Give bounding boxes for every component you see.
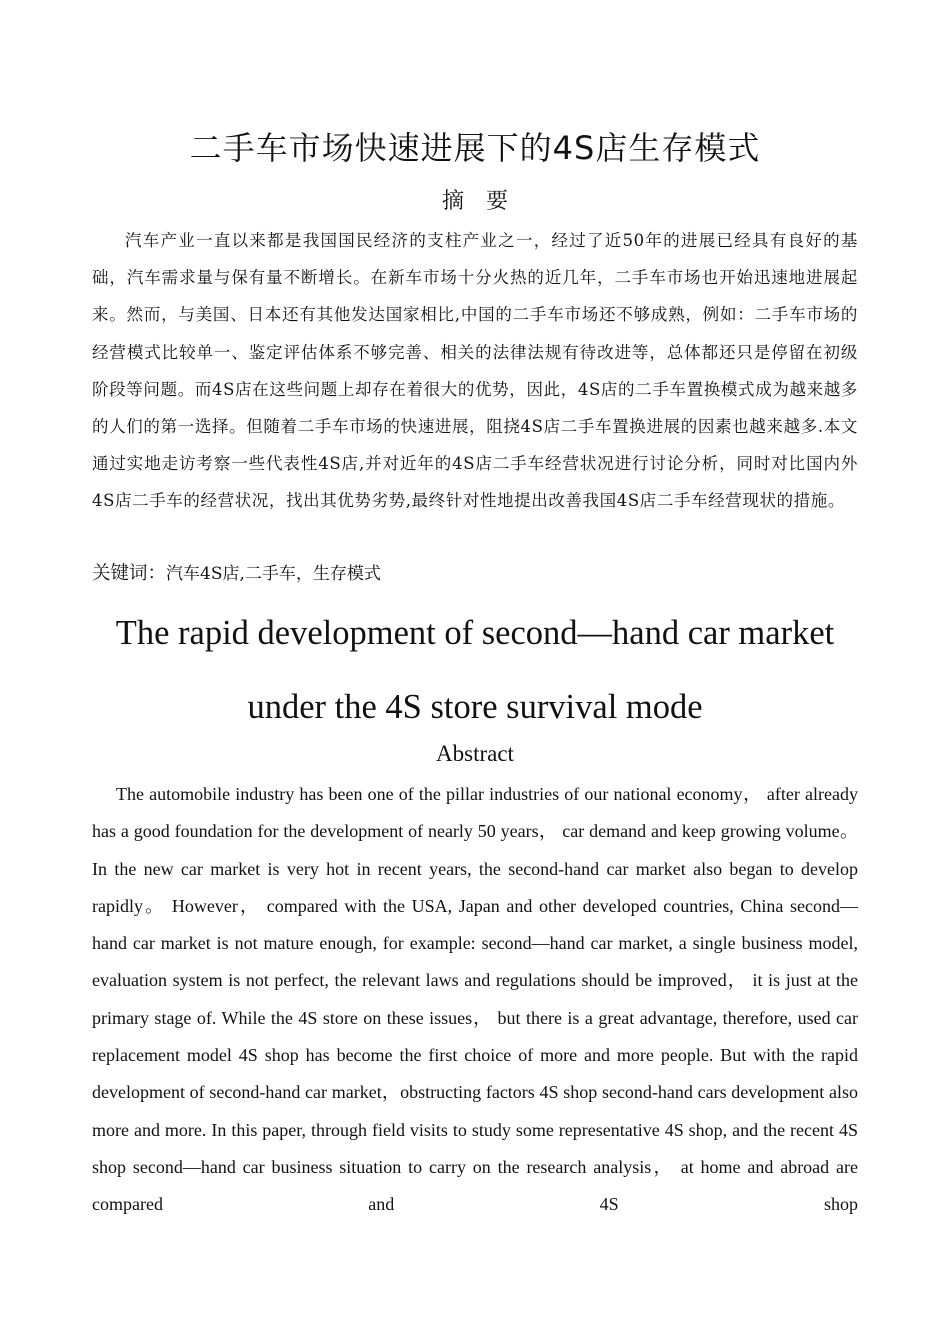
keywords-text: 汽车4S店,二手车，生存模式 (166, 564, 381, 584)
keywords-label: 关键词： (92, 563, 167, 584)
chinese-title: 二手车市场快速进展下的4S店生存模式 (189, 129, 761, 167)
english-abstract-body: The automobile industry has been one of the pillar industries of our national economy， after already has a good foundation for the development of nearly 50 years， car demand and keep growing volume。 In the new car market is very hot in recent years, the second-hand car market also began to develop rapidly。 However， compared with the USA, Japan and other developed countries, China second—hand car market is not mature enough, for example: second—hand car market, a single business model, evaluation system is not perfect, the relevant laws and regulations should be improved， it is just at the primary stage of. While the 4S store on these issues， but there is a great advantage, therefore, used car replacement model 4S shop has become the first choice of more and more people. But with the rapid development of second-hand car market，obstructing factors 4S shop second-hand cars development also more and more. In this paper, through field visits to study some representative 4S shop, and the recent 4S shop second—hand car business situation to carry on the research analysis， at home and abroad are compared and 4S shop (92, 784, 858, 1215)
chinese-abstract-heading: 摘要 (441, 189, 530, 214)
chinese-abstract-body: 汽车产业一直以来都是我国国民经济的支柱产业之一，经过了近50年的进展已经具有良好的基础，汽车需求量与保有量不断增长。在新车市场十分火热的近几年，二手车市场也开始迅速地进展起来。然而，与美国、日本还有其他发达国家相比,中国的二手车市场还不够成熟，例如：二手车市场的经营模式比较单一、鉴定评估体系不够完善、相关的法律法规有待改进等，总体都还只是停留在初级阶段等问题。而4S店在这些问题上却存在着很大的优势，因此，4S店的二手车置换模式成为越来越多的人们的第一选择。但随着二手车市场的快速进展，阻挠4S店二手车置换进展的因素也越来越多.本文通过实地走访考察一些代表性4S店,并对近年的4S店二手车经营状况进行讨论分析，同时对比国内外4S店二手车的经营状况，找出其优势劣势,最终针对性地提出改善我国4S店二手车经营现状的措施。 (92, 231, 858, 511)
english-abstract-heading: Abstract (436, 741, 514, 766)
english-title-line-1: The rapid development of second—hand car market (115, 614, 835, 652)
keywords-line (92, 558, 858, 590)
english-title-line-2: under the 4S store survival mode (247, 688, 703, 726)
english-title (0, 596, 950, 744)
